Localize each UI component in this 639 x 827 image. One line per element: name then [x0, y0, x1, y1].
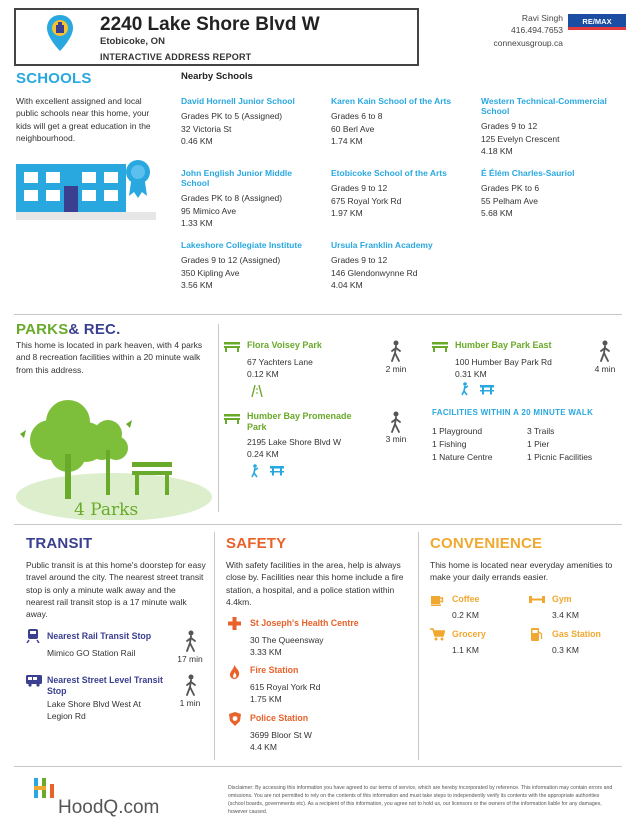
agent-phone[interactable]: 416.494.7653	[511, 25, 563, 36]
school-card[interactable]	[331, 240, 471, 291]
school-name[interactable]: John English Junior Middle School	[181, 168, 292, 189]
school-distance: 1.97 KM	[331, 207, 363, 218]
coffee-distance: 0.2 KM	[452, 610, 479, 620]
header-city: Etobicoke, ON	[100, 36, 165, 47]
facility-item: 1 Pier	[527, 439, 550, 449]
walk-icon	[389, 340, 403, 362]
school-building-icon	[16, 152, 156, 222]
school-card[interactable]	[181, 96, 321, 147]
facility-item: 1 Picnic Facilities	[527, 452, 593, 462]
walk-time: 4 min	[594, 364, 616, 374]
gym-distance: 3.4 KM	[552, 610, 579, 620]
park-name[interactable]: Humber Bay Promenade Park	[247, 411, 352, 432]
school-address: 60 Berl Ave	[331, 123, 375, 134]
school-card[interactable]	[331, 168, 471, 219]
divider	[14, 314, 622, 315]
hoodq-logo-icon	[34, 776, 60, 800]
fire-station-distance: 1.75 KM	[250, 694, 282, 704]
parks-title-b: & REC.	[68, 321, 121, 338]
safety-title: SAFETY	[226, 535, 287, 552]
school-grades: Grades PK to 5 (Assigned)	[181, 111, 283, 122]
hospital-cross-icon	[228, 617, 241, 630]
fire-icon	[229, 665, 240, 679]
walk-icon	[389, 411, 403, 433]
picnic-icon	[270, 466, 284, 476]
park-distance: 0.24 KM	[247, 449, 279, 459]
school-name[interactable]: Western Technical-Commercial School	[481, 96, 607, 117]
bus-icon	[26, 675, 42, 687]
coffee-icon	[431, 594, 444, 606]
school-address: 95 Mimico Ave	[181, 205, 237, 216]
school-grades: Grades 9 to 12	[481, 121, 538, 132]
agent-info	[494, 12, 563, 49]
trail-icon	[251, 384, 263, 398]
page-title: 2240 Lake Shore Blvd W	[100, 14, 320, 35]
bench-icon	[224, 340, 240, 352]
walk-time: 3 min	[385, 434, 407, 444]
school-grades: Grades PK to 8 (Assigned)	[181, 193, 283, 204]
hospital-name[interactable]: St Joseph's Health Centre	[250, 618, 359, 628]
coffee-label[interactable]: Coffee	[452, 594, 480, 604]
grocery-distance: 1.1 KM	[452, 645, 479, 655]
school-address: 55 Pelham Ave	[481, 195, 539, 206]
school-distance: 5.68 KM	[481, 207, 513, 218]
school-card[interactable]	[181, 168, 321, 229]
school-distance: 3.56 KM	[181, 279, 213, 290]
gas-pump-icon	[531, 627, 543, 641]
park-address: 67 Yachters Lane	[247, 357, 313, 367]
street-stop-name: Lake Shore Blvd West At Legion Rd	[47, 699, 141, 722]
school-address: 675 Royal York Rd	[331, 195, 402, 206]
facility-item: 1 Fishing	[432, 439, 467, 449]
picnic-icon	[480, 385, 494, 395]
location-pin-icon	[46, 14, 74, 52]
safety-description: With safety facilities in the area, help is always close by. Facilities near this home include a fire station, a hospital, and a police station within 4.4km.	[226, 560, 404, 607]
fire-station-name[interactable]: Fire Station	[250, 665, 299, 675]
facility-item: 3 Trails	[527, 426, 555, 436]
transit-description: Public transit is at this home's doorstep for easy travel around the city. The nearest street transit stop is only a minute walk away and the nearest rail transit stop is a 17 minute walk away.	[26, 560, 206, 620]
school-card[interactable]	[481, 96, 621, 157]
facility-item: 1 Playground	[432, 426, 483, 436]
gas-station-distance: 0.3 KM	[552, 645, 579, 655]
gas-station-label[interactable]: Gas Station	[552, 629, 601, 639]
bench-icon	[224, 412, 240, 424]
school-card[interactable]	[181, 240, 321, 291]
grocery-label[interactable]: Grocery	[452, 629, 486, 639]
street-transit-title[interactable]: Nearest Street Level Transit Stop	[47, 675, 163, 696]
hospital-address: 30 The Queensway	[250, 635, 324, 645]
school-card[interactable]	[331, 96, 471, 147]
police-badge-icon	[229, 712, 241, 726]
walk-icon	[184, 630, 198, 652]
school-distance: 0.46 KM	[181, 135, 213, 146]
park-distance: 0.12 KM	[247, 369, 279, 379]
school-grades: Grades 9 to 12	[331, 183, 388, 194]
police-station-distance: 4.4 KM	[250, 742, 277, 752]
walk-time: 2 min	[385, 364, 407, 374]
convenience-title: CONVENIENCE	[430, 535, 543, 552]
divider	[418, 532, 419, 760]
school-distance: 4.04 KM	[331, 279, 363, 290]
school-grades: Grades PK to 6	[481, 183, 540, 194]
parks-title	[16, 320, 120, 340]
schools-description: With excellent assigned and local public schools near this home, your kids will get a great education in the neighbourhood.	[16, 96, 151, 143]
agent-site[interactable]: connexusgroup.ca	[493, 37, 563, 48]
fire-station-address: 615 Royal York Rd	[250, 682, 321, 692]
rail-station-name: Mimico GO Station Rail	[47, 648, 136, 658]
school-address: 32 Victoria St	[181, 123, 232, 134]
brand-logo: RE/MAX	[568, 14, 626, 30]
hospital-distance: 3.33 KM	[250, 647, 282, 657]
divider	[214, 532, 215, 760]
police-station-name[interactable]: Police Station	[250, 713, 309, 723]
fishing-icon	[460, 382, 470, 396]
footer-disclaimer: Disclaimer: By accessing this information you have agreed to our terms of service, which are hereby incorporated by reference. This information may contain errors and omissions. You are not permitted to rely on the contents of this information and must take steps to independently verify its contents with the appropriate authorities (school boards, governments etc). As a recipient of this information, you agree not to hold us, our licensors or the owners of the information liable for any damages, however caused.	[228, 785, 613, 816]
report-label: INTERACTIVE ADDRESS REPORT	[100, 52, 252, 62]
school-distance: 1.33 KM	[181, 218, 213, 228]
agent-name: Ravi Singh	[521, 13, 563, 23]
schools-subtitle: Nearby Schools	[181, 71, 253, 82]
facility-item: 1 Nature Centre	[432, 452, 493, 462]
school-distance: 1.74 KM	[331, 135, 363, 146]
facilities-title: FACILITIES WITHIN A 20 MINUTE WALK	[432, 408, 594, 417]
walk-time: 1 min	[179, 698, 201, 708]
rail-transit-title[interactable]: Nearest Rail Transit Stop	[47, 631, 152, 641]
gym-dumbbell-icon	[529, 595, 545, 604]
school-name[interactable]: Etobicoke School of the Arts	[331, 168, 447, 178]
fishing-icon	[250, 464, 260, 478]
transit-title: TRANSIT	[26, 535, 93, 552]
school-address: 125 Evelyn Crescent	[481, 133, 560, 144]
school-grades: Grades 9 to 12	[331, 255, 388, 266]
grocery-cart-icon	[430, 628, 445, 641]
schools-title: SCHOOLS	[16, 70, 92, 87]
school-name[interactable]: É Élém Charles-Sauriol	[481, 168, 575, 178]
school-name[interactable]: Ursula Franklin Academy	[331, 240, 433, 250]
school-address: 350 Kipling Ave	[181, 267, 240, 278]
divider	[14, 524, 622, 525]
walk-icon	[184, 674, 198, 696]
park-name[interactable]: Humber Bay Park East	[455, 340, 552, 350]
walk-icon	[598, 340, 612, 362]
school-card[interactable]	[481, 168, 621, 219]
school-name[interactable]: David Hornell Junior School	[181, 96, 295, 106]
divider	[14, 766, 622, 767]
parks-count: 4 Parks	[74, 500, 139, 520]
footer-logo[interactable]: HoodQ.com	[58, 797, 160, 818]
gym-label[interactable]: Gym	[552, 594, 572, 604]
park-distance: 0.31 KM	[455, 369, 487, 379]
parks-title-a: PARKS	[16, 321, 69, 338]
walk-time: 17 min	[177, 654, 203, 664]
convenience-description: This home is located near everyday amenities to make your daily errands easier.	[430, 560, 613, 583]
school-grades: Grades 9 to 12 (Assigned)	[181, 255, 281, 266]
school-grades: Grades 6 to 8	[331, 111, 383, 122]
train-icon	[26, 629, 40, 643]
school-distance: 4.18 KM	[481, 146, 513, 156]
park-name[interactable]: Flora Voisey Park	[247, 340, 322, 350]
police-station-address: 3699 Bloor St W	[250, 730, 312, 740]
parks-description: This home is located in park heaven, with 4 parks and 8 recreation facilities within a 20 minute walk from this address.	[16, 340, 203, 375]
school-address: 146 Glendonwynne Rd	[331, 267, 418, 278]
park-address: 100 Humber Bay Park Rd	[455, 357, 552, 367]
divider	[218, 324, 219, 512]
park-address: 2195 Lake Shore Blvd W	[247, 437, 342, 447]
school-name[interactable]: Lakeshore Collegiate Institute	[181, 240, 302, 250]
bench-icon	[432, 340, 448, 352]
school-name[interactable]: Karen Kain School of the Arts	[331, 96, 452, 106]
